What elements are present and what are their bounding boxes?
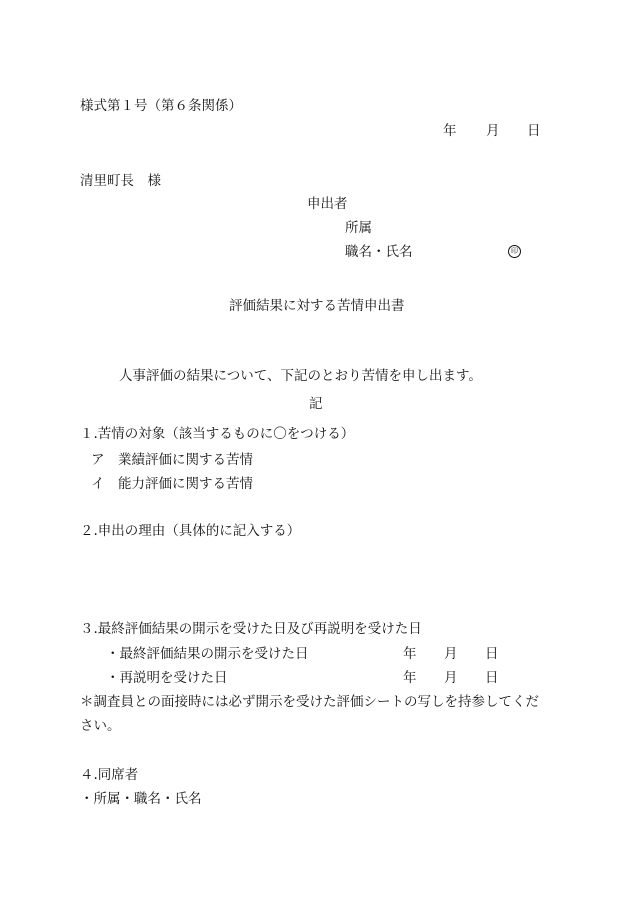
- form-id: 様式第１号（第６条関係）: [80, 98, 242, 114]
- reexplanation-day: 日: [485, 670, 499, 686]
- section3-note-line1: ＊調査員との面接時には必ず開示を受けた評価シートの写しを持参してくだ: [80, 694, 539, 710]
- section3-heading: ３.最終評価結果の開示を受けた日及び再説明を受けた日: [80, 621, 422, 637]
- applicant-heading: 申出者: [307, 196, 348, 212]
- section2-heading: ２.申出の理由（具体的に記入する）: [80, 523, 301, 539]
- document-title: 評価結果に対する苦情申出書: [229, 298, 405, 314]
- reexplanation-year: 年: [403, 670, 417, 686]
- seal-mark: 印: [508, 245, 521, 258]
- disclosure-day: 日: [485, 646, 499, 662]
- date-year: 年: [443, 123, 457, 139]
- section3-item-disclosure: ・最終評価結果の開示を受けた日: [106, 646, 309, 662]
- disclosure-year: 年: [403, 646, 417, 662]
- section1-item-i: イ 能力評価に関する苦情: [91, 476, 253, 492]
- section4-heading: ４.同席者: [80, 767, 139, 783]
- ki-marker: 記: [309, 396, 323, 412]
- section4-item: ・所属・職名・氏名: [80, 791, 202, 807]
- intro-text: 人事評価の結果について、下記のとおり苦情を申し出ます。: [119, 368, 482, 384]
- section1-item-a: ア 業績評価に関する苦情: [91, 452, 253, 468]
- applicant-position-name: 職名・氏名: [345, 244, 413, 260]
- addressee: 清里町長 様: [80, 173, 161, 189]
- applicant-affiliation: 所属: [345, 220, 372, 236]
- section3-item-reexplanation: ・再説明を受けた日: [106, 670, 228, 686]
- reexplanation-month: 月: [444, 670, 458, 686]
- disclosure-month: 月: [444, 646, 458, 662]
- date-day: 日: [527, 123, 541, 139]
- date-month: 月: [486, 123, 500, 139]
- section3-note-line2: さい。: [80, 718, 121, 734]
- section1-heading: １.苦情の対象（該当するものに〇をつける）: [80, 426, 355, 442]
